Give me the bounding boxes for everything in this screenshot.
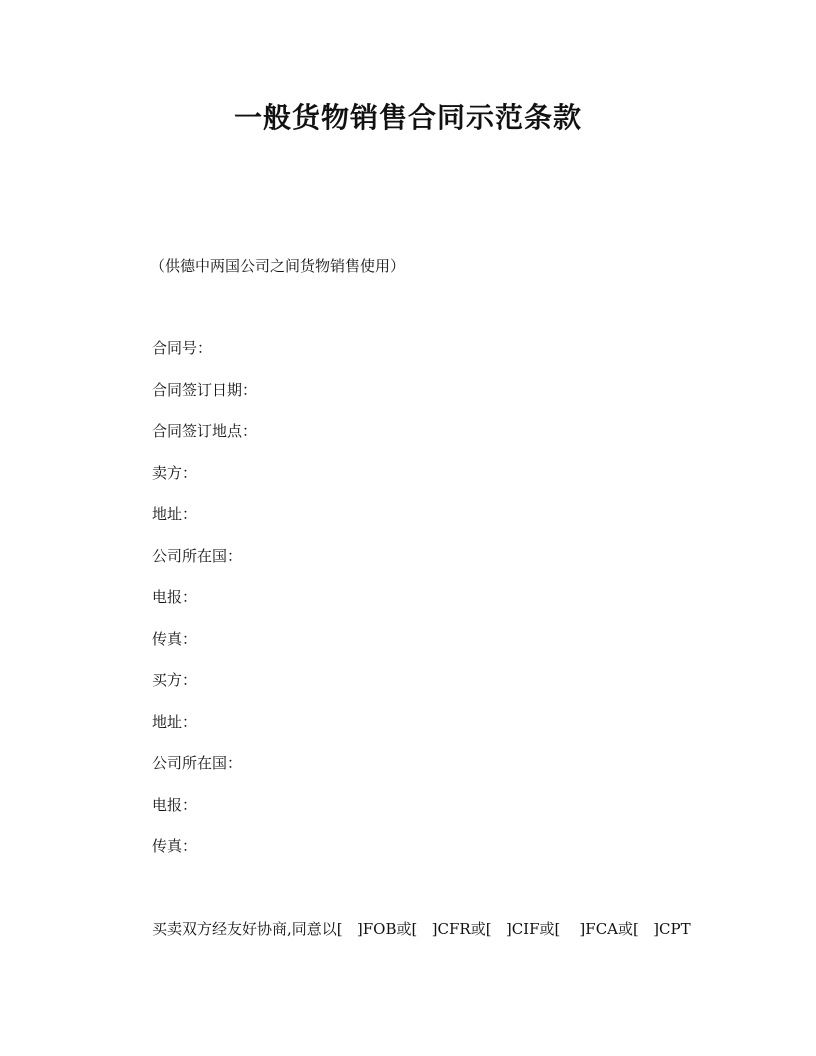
field-buyer-country: 公司所在国： (152, 754, 243, 772)
document-title: 一般货物销售合同示范条款 (233, 101, 582, 134)
field-buyer-fax: 传真： (152, 837, 198, 855)
contract-fields (152, 337, 257, 877)
field-seller-fax: 传真： (152, 629, 198, 648)
closing-paragraph: 买卖双方经友好协商,同意以[ ]FOB或[ ]CFR或[ ]CIF或[ ]FCA或[ ]CPT (152, 920, 691, 938)
field-seller: 卖方： (152, 463, 198, 482)
field-seller-country: 公司所在国： (152, 546, 243, 565)
field-buyer-address: 地址： (152, 712, 198, 731)
field-seller-address: 地址： (152, 505, 198, 523)
field-seller-telegram: 电报： (152, 588, 198, 606)
field-signing-date: 合同签订日期： (152, 380, 258, 399)
document-subtitle: （供德中两国公司之间货物销售使用） (150, 257, 406, 275)
field-signing-place: 合同签订地点： (152, 422, 258, 440)
field-contract-number: 合同号： (152, 339, 213, 357)
field-buyer: 买方： (152, 671, 198, 689)
field-buyer-telegram: 电报： (152, 795, 198, 814)
